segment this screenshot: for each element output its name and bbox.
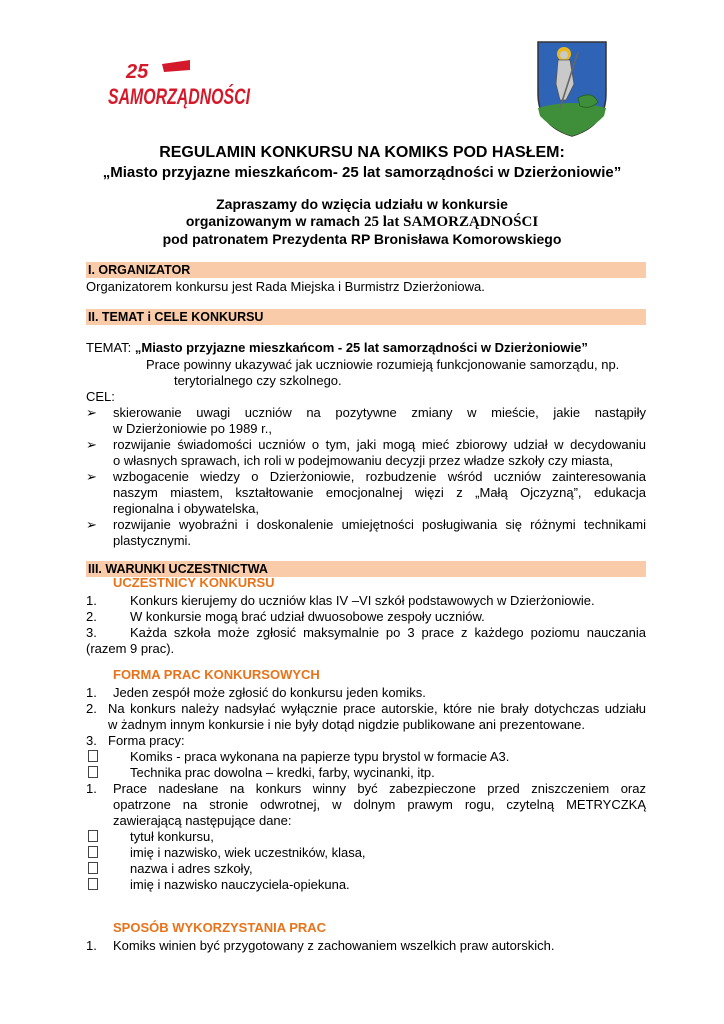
form-2-cont: w żadnym innym konkursie i nie były dotąd nigdzie publikowane ani prezentowane. (108, 717, 585, 732)
theme-description-2: terytorialnego czy szkolnego. (174, 373, 342, 388)
goal-bullet-arrow-icon: ➢ (86, 469, 97, 484)
participant-1-num: 1. (86, 593, 97, 608)
form-1-text: Jeden zespół może zgłosić do konkursu jeden komiks. (113, 685, 426, 700)
submission-line-3: zawierającą następujące dane: (113, 813, 292, 828)
form-2-num: 2. (86, 701, 97, 716)
submission-line-1: Prace nadesłane na konkurs winny być zabezpieczone przed zniszczeniem oraz (113, 781, 646, 796)
form-3-num: 3. (86, 733, 97, 748)
theme-description-1: Prace powinny ukazywać jak uczniowie rozumieją funkcjonowanie samorządu, np. (146, 357, 620, 372)
participant-2-text: W konkursie mogą brać udział dwuosobowe zespoły uczniów. (130, 609, 485, 624)
logo-word: SAMORZĄDNOŚCI (108, 84, 251, 109)
usage-1-text: Komiks winien być przygotowany z zachowaniem wszelkich praw autorskich. (113, 938, 555, 953)
goal-3-line-1: wzbogacenie wiedzy o Dzierżoniowie, rozbudzenie wśród uczniów zainteresowania (113, 469, 646, 484)
goal-4-line-1: rozwijanie wyobraźni i doskonalenie umiejętności posługiwania się różnymi technikami (113, 517, 646, 532)
checkbox-icon (88, 876, 98, 893)
form-type-1: Komiks - praca wykonana na papierze typu brystol w formacie A3. (130, 749, 510, 764)
organizer-text: Organizatorem konkursu jest Rada Miejska i Burmistrz Dzierżoniowa. (86, 279, 485, 294)
form-1-num: 1. (86, 685, 97, 700)
subheading-participants: UCZESTNICY KONKURSU (113, 575, 275, 590)
checkbox-icon (88, 860, 98, 877)
metryczka-item-1: tytuł konkursu, (130, 829, 214, 844)
submission-num: 1. (86, 781, 97, 796)
knight-head (560, 51, 568, 59)
theme-value: „Miasto przyjazne mieszkańcom - 25 lat samorządności w Dzierżoniowie” (134, 340, 588, 355)
dzierzoniow-coat-of-arms (534, 38, 610, 138)
form-2-text: Na konkurs należy nadsyłać wyłącznie prace autorskie, które nie brały dotychczas udziału (108, 701, 646, 716)
submission-line-2: opatrzone na stronie odwrotnej, w dolnym prawym rogu, czytelną METRYCZKĄ (113, 797, 646, 812)
green-ground (538, 103, 606, 136)
invitation-line-2b: 25 lat SAMORZĄDNOŚCI (363, 214, 539, 230)
goal-3-line-2: naszym miastem, kształtowanie emocjonalnej więzi z „Małą Ojczyzną”, edukacja (113, 485, 646, 500)
theme-label: TEMAT: (86, 340, 135, 355)
participant-2-num: 2. (86, 609, 97, 624)
subheading-usage: SPOSÓB WYKORZYSTANIA PRAC (113, 920, 327, 935)
goal-3-line-3: regionalna i obywatelska, (113, 501, 259, 516)
invitation-line-2a: organizowanym w ramach (185, 213, 364, 229)
checkbox-icon (88, 748, 98, 765)
logo-number: 25 (126, 61, 149, 83)
goal-1-line-1: skierowanie uwagi uczniów na pozytywne zmiany w mieście, jakie nastąpiły (113, 405, 646, 420)
participant-3-num: 3. (86, 625, 97, 640)
checkbox-icon (88, 844, 98, 861)
metryczka-item-4: imię i nazwisko nauczyciela-opiekuna. (130, 877, 350, 892)
subheading-forms: FORMA PRAC KONKURSOWYCH (113, 667, 320, 682)
checkbox-icon (88, 764, 98, 781)
competition-subtitle: „Miasto przyjazne mieszkańcom- 25 lat samorządności w Dzierżoniowie” (102, 164, 622, 181)
flag-shape (162, 60, 190, 72)
goal-1-line-2: w Dzierżoniowie po 1989 r., (113, 421, 272, 436)
participant-1-text: Konkurs kierujemy do uczniów klas IV –VI szkół podstawowych w Dzierżoniowie. (130, 593, 595, 608)
goal-2-line-2: o własnych sprawach, ich roli w podejmowaniu decyzji przez władze szkoły czy miasta, (113, 453, 613, 468)
invitation-line-3: pod patronatem Prezydenta RP Bronisława Komorowskiego (162, 231, 562, 247)
section-heading-conditions: III. WARUNKI UCZESTNICTWA (86, 561, 646, 577)
section-heading-theme: II. TEMAT i CELE KONKURSU (86, 309, 646, 325)
theme-line (86, 339, 646, 356)
goal-label: CEL: (86, 389, 115, 404)
goal-bullet-arrow-icon: ➢ (86, 437, 97, 452)
form-3-text: Forma pracy: (108, 733, 185, 748)
usage-1-num: 1. (86, 938, 97, 953)
section-heading-organizer: I. ORGANIZATOR (86, 262, 646, 278)
goal-bullet-arrow-icon: ➢ (86, 405, 97, 420)
regulation-title: REGULAMIN KONKURSU NA KOMIKS POD HASŁEM: (159, 144, 565, 161)
metryczka-item-2: imię i nazwisko, wiek uczestników, klasa, (130, 845, 366, 860)
goal-4-line-2: plastycznymi. (113, 533, 192, 548)
participant-3-cont: (razem 9 prac). (86, 641, 175, 656)
goal-bullet-arrow-icon: ➢ (86, 517, 97, 532)
participant-3-text: Każda szkoła może zgłosić maksymalnie po 3 prace z każdego poziomu nauczania (130, 625, 646, 640)
metryczka-item-3: nazwa i adres szkoły, (130, 861, 253, 876)
25-lat-samorzadnosci-logo (104, 58, 254, 120)
checkbox-icon (88, 828, 98, 845)
invitation-line-2 (0, 213, 724, 231)
form-type-2: Technika prac dowolna – kredki, farby, wycinanki, itp. (130, 765, 435, 780)
invitation-line-1: Zapraszamy do wzięcia udziału w konkursie (216, 196, 508, 212)
goal-2-line-1: rozwijanie świadomości uczniów o tym, jaki mogą mieć zbiorowy udział w decydowaniu (113, 437, 646, 452)
